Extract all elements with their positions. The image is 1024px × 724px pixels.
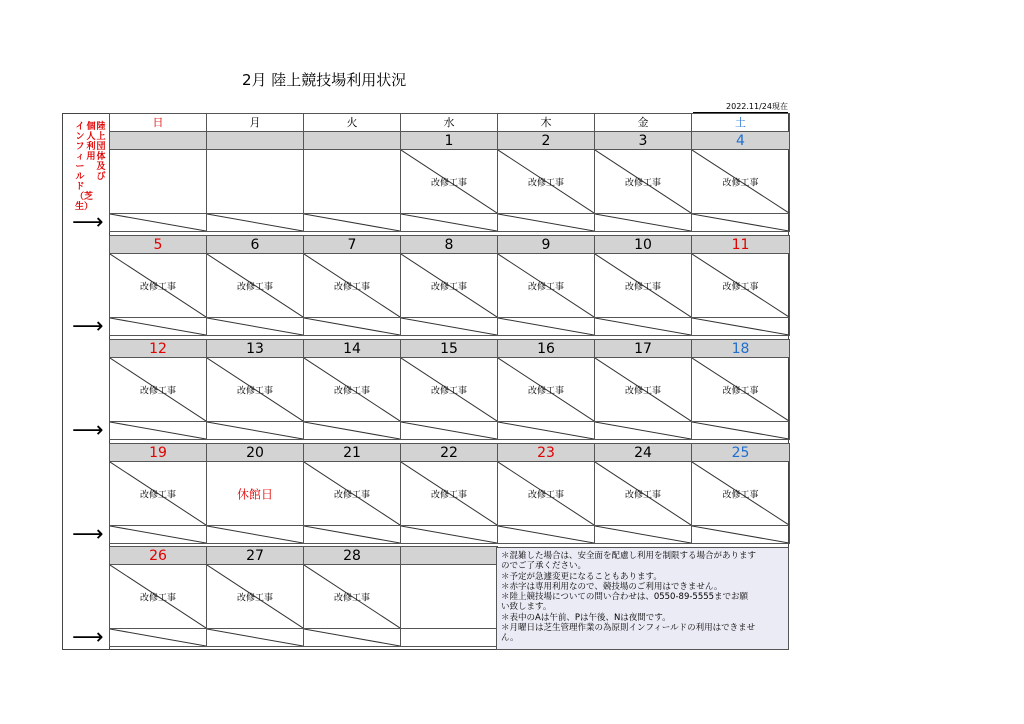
day-cell[interactable] — [400, 149, 498, 214]
diagonal-line — [498, 214, 594, 231]
day-cell[interactable] — [109, 149, 207, 214]
diagonal-line — [595, 318, 691, 335]
note-line: ＊陸上競技場についての問い合わせは、0550-89-5555までお願 — [501, 592, 749, 603]
weekday-header: 月 — [206, 113, 304, 132]
diagonal-line — [110, 629, 206, 646]
note-line: ＊混雑した場合は、安全面を配慮し利用を制限する場合があります — [501, 551, 757, 561]
day-cell[interactable] — [594, 253, 692, 318]
side-label-col1: 陸上団体及び — [96, 122, 106, 182]
infield-cell[interactable] — [109, 213, 207, 232]
diagonal-line — [110, 422, 206, 439]
day-status: 改修工事 — [527, 386, 564, 396]
infield-cell[interactable] — [691, 421, 790, 440]
diagonal-line — [207, 318, 303, 335]
day-cell[interactable] — [206, 461, 304, 526]
day-cell[interactable] — [497, 149, 595, 214]
infield-cell[interactable] — [594, 525, 692, 544]
right-arrow-icon: ⟶ — [72, 625, 104, 650]
diagonal-line — [207, 422, 303, 439]
day-number — [109, 131, 207, 150]
infield-cell[interactable] — [303, 213, 401, 232]
day-number: 10 — [594, 235, 692, 254]
day-cell[interactable] — [303, 357, 401, 422]
day-number: 23 — [497, 443, 595, 462]
day-status: 改修工事 — [722, 282, 759, 292]
day-number: 9 — [497, 235, 595, 254]
infield-cell[interactable] — [206, 628, 304, 647]
infield-cell[interactable] — [400, 213, 498, 232]
day-number: 24 — [594, 443, 692, 462]
day-cell[interactable] — [497, 461, 595, 526]
infield-cell[interactable] — [206, 317, 304, 336]
diagonal-line — [304, 526, 400, 543]
infield-cell[interactable] — [303, 317, 401, 336]
day-number: 5 — [109, 235, 207, 254]
day-status: 改修工事 — [624, 282, 661, 292]
day-cell[interactable] — [206, 564, 304, 629]
note-line: ん。 — [501, 633, 519, 644]
diagonal-line — [595, 422, 691, 439]
day-status: 休館日 — [236, 487, 273, 501]
note-line: ＊赤字は専用利用なので、競技場のご利用はできません。 — [501, 581, 723, 592]
day-cell[interactable] — [594, 149, 692, 214]
diagonal-line — [401, 214, 497, 231]
day-number: 22 — [400, 443, 498, 462]
infield-cell[interactable] — [206, 525, 304, 544]
day-cell[interactable] — [497, 253, 595, 318]
diagonal-line — [110, 526, 206, 543]
infield-cell[interactable] — [400, 317, 498, 336]
day-cell[interactable] — [400, 357, 498, 422]
note-line: ＊予定が急遽変更になることもあります。 — [501, 571, 662, 582]
infield-cell[interactable] — [691, 317, 790, 336]
infield-cell[interactable] — [497, 525, 595, 544]
note-line: のでご了承ください。 — [501, 561, 587, 572]
diagonal-line — [304, 422, 400, 439]
diagonal-line — [401, 526, 497, 543]
infield-cell[interactable] — [497, 421, 595, 440]
day-number: 12 — [109, 339, 207, 358]
day-status: 改修工事 — [139, 282, 176, 292]
diagonal-line — [498, 422, 594, 439]
day-number — [206, 131, 304, 150]
diagonal-line — [110, 214, 206, 231]
weekday-header: 土 — [691, 113, 790, 132]
day-cell[interactable] — [400, 253, 498, 318]
day-status: 改修工事 — [430, 386, 467, 396]
weekday-header: 水 — [400, 113, 498, 132]
infield-cell[interactable] — [400, 421, 498, 440]
day-number: 6 — [206, 235, 304, 254]
day-number: 25 — [691, 443, 790, 462]
diagonal-line — [207, 629, 303, 646]
side-label-col2: 個人利用 — [86, 122, 96, 162]
day-cell[interactable] — [206, 357, 304, 422]
diagonal-line — [498, 318, 594, 335]
day-status: 改修工事 — [236, 282, 273, 292]
diagonal-line — [692, 214, 789, 231]
right-arrow-icon: ⟶ — [72, 522, 104, 547]
day-cell[interactable] — [594, 461, 692, 526]
day-cell[interactable] — [400, 564, 498, 629]
day-number: 4 — [691, 131, 790, 150]
weekday-header: 金 — [594, 113, 692, 132]
page-title: 2月 陸上競技場利用状況 — [242, 71, 407, 89]
day-status: 改修工事 — [430, 490, 467, 500]
day-cell[interactable] — [691, 357, 790, 422]
day-status: 改修工事 — [624, 490, 661, 500]
right-arrow-icon: ⟶ — [72, 210, 104, 235]
right-arrow-icon: ⟶ — [72, 314, 104, 339]
day-status: 改修工事 — [527, 490, 564, 500]
as-of-date: 2022.11/24現在 — [693, 101, 788, 113]
day-status: 改修工事 — [722, 178, 759, 188]
day-status: 改修工事 — [236, 386, 273, 396]
infield-cell[interactable] — [594, 213, 692, 232]
day-number: 3 — [594, 131, 692, 150]
day-number: 19 — [109, 443, 207, 462]
day-status: 改修工事 — [430, 282, 467, 292]
day-cell[interactable] — [206, 149, 304, 214]
infield-cell[interactable] — [109, 317, 207, 336]
diagonal-line — [692, 422, 789, 439]
right-arrow-icon: ⟶ — [72, 418, 104, 443]
day-cell[interactable] — [109, 357, 207, 422]
infield-cell[interactable] — [303, 525, 401, 544]
infield-cell[interactable] — [206, 213, 304, 232]
day-number: 28 — [303, 546, 401, 565]
day-status: 改修工事 — [722, 490, 759, 500]
day-number: 18 — [691, 339, 790, 358]
diagonal-line — [304, 629, 400, 646]
diagonal-line — [207, 526, 303, 543]
day-status: 改修工事 — [139, 490, 176, 500]
day-number: 15 — [400, 339, 498, 358]
infield-cell[interactable] — [497, 213, 595, 232]
day-status: 改修工事 — [333, 386, 370, 396]
infield-cell[interactable] — [109, 421, 207, 440]
diagonal-line — [110, 318, 206, 335]
day-cell[interactable] — [400, 461, 498, 526]
day-number: 21 — [303, 443, 401, 462]
weekday-header: 木 — [497, 113, 595, 132]
note-line: い致します。 — [501, 602, 552, 613]
day-cell[interactable] — [303, 149, 401, 214]
day-number — [303, 131, 401, 150]
day-number — [400, 546, 498, 565]
day-cell[interactable] — [691, 253, 790, 318]
day-status: 改修工事 — [236, 593, 273, 603]
day-status: 改修工事 — [430, 178, 467, 188]
day-status: 改修工事 — [624, 178, 661, 188]
day-cell[interactable] — [303, 564, 401, 629]
day-number: 17 — [594, 339, 692, 358]
day-cell[interactable] — [109, 461, 207, 526]
day-number: 26 — [109, 546, 207, 565]
diagonal-line — [207, 214, 303, 231]
day-status: 改修工事 — [527, 282, 564, 292]
infield-cell[interactable] — [109, 525, 207, 544]
notes-box — [496, 547, 789, 650]
day-number: 27 — [206, 546, 304, 565]
day-number: 14 — [303, 339, 401, 358]
note-line: ＊月曜日は芝生管理作業の為原則インフィールドの利用はできませ — [501, 623, 756, 634]
day-number: 20 — [206, 443, 304, 462]
infield-cell[interactable] — [303, 421, 401, 440]
day-number: 1 — [400, 131, 498, 150]
day-status: 改修工事 — [139, 593, 176, 603]
day-status: 改修工事 — [333, 490, 370, 500]
day-cell[interactable] — [691, 461, 790, 526]
note-line: ＊表中のAは午前、Pは午後、Nは夜間です。 — [501, 612, 671, 623]
day-cell[interactable] — [497, 357, 595, 422]
infield-cell[interactable] — [400, 628, 498, 647]
day-cell[interactable] — [303, 461, 401, 526]
diagonal-line — [401, 422, 497, 439]
day-number: 16 — [497, 339, 595, 358]
day-cell[interactable] — [109, 564, 207, 629]
day-number: 8 — [400, 235, 498, 254]
day-cell[interactable] — [109, 253, 207, 318]
diagonal-line — [304, 318, 400, 335]
infield-cell[interactable] — [400, 525, 498, 544]
infield-cell[interactable] — [691, 213, 790, 232]
day-cell[interactable] — [206, 253, 304, 318]
day-number: 7 — [303, 235, 401, 254]
day-status: 改修工事 — [139, 386, 176, 396]
day-cell[interactable] — [303, 253, 401, 318]
day-number: 11 — [691, 235, 790, 254]
weekday-header: 火 — [303, 113, 401, 132]
infield-cell[interactable] — [109, 628, 207, 647]
day-status: 改修工事 — [722, 386, 759, 396]
infield-cell[interactable] — [206, 421, 304, 440]
diagonal-line — [304, 214, 400, 231]
infield-cell[interactable] — [691, 525, 790, 544]
side-label-col3: インフィールド（芝生） — [75, 122, 94, 212]
infield-cell[interactable] — [594, 421, 692, 440]
infield-cell[interactable] — [594, 317, 692, 336]
day-number: 2 — [497, 131, 595, 150]
diagonal-line — [498, 526, 594, 543]
day-status: 改修工事 — [624, 386, 661, 396]
diagonal-line — [595, 214, 691, 231]
diagonal-line — [595, 526, 691, 543]
day-status: 改修工事 — [527, 178, 564, 188]
diagonal-line — [401, 318, 497, 335]
day-cell[interactable] — [691, 149, 790, 214]
infield-cell[interactable] — [497, 317, 595, 336]
diagonal-line — [692, 318, 789, 335]
weekday-header: 日 — [109, 113, 207, 132]
day-number: 13 — [206, 339, 304, 358]
diagonal-line — [692, 526, 789, 543]
infield-cell[interactable] — [303, 628, 401, 647]
day-status: 改修工事 — [333, 282, 370, 292]
day-status: 改修工事 — [333, 593, 370, 603]
day-cell[interactable] — [594, 357, 692, 422]
